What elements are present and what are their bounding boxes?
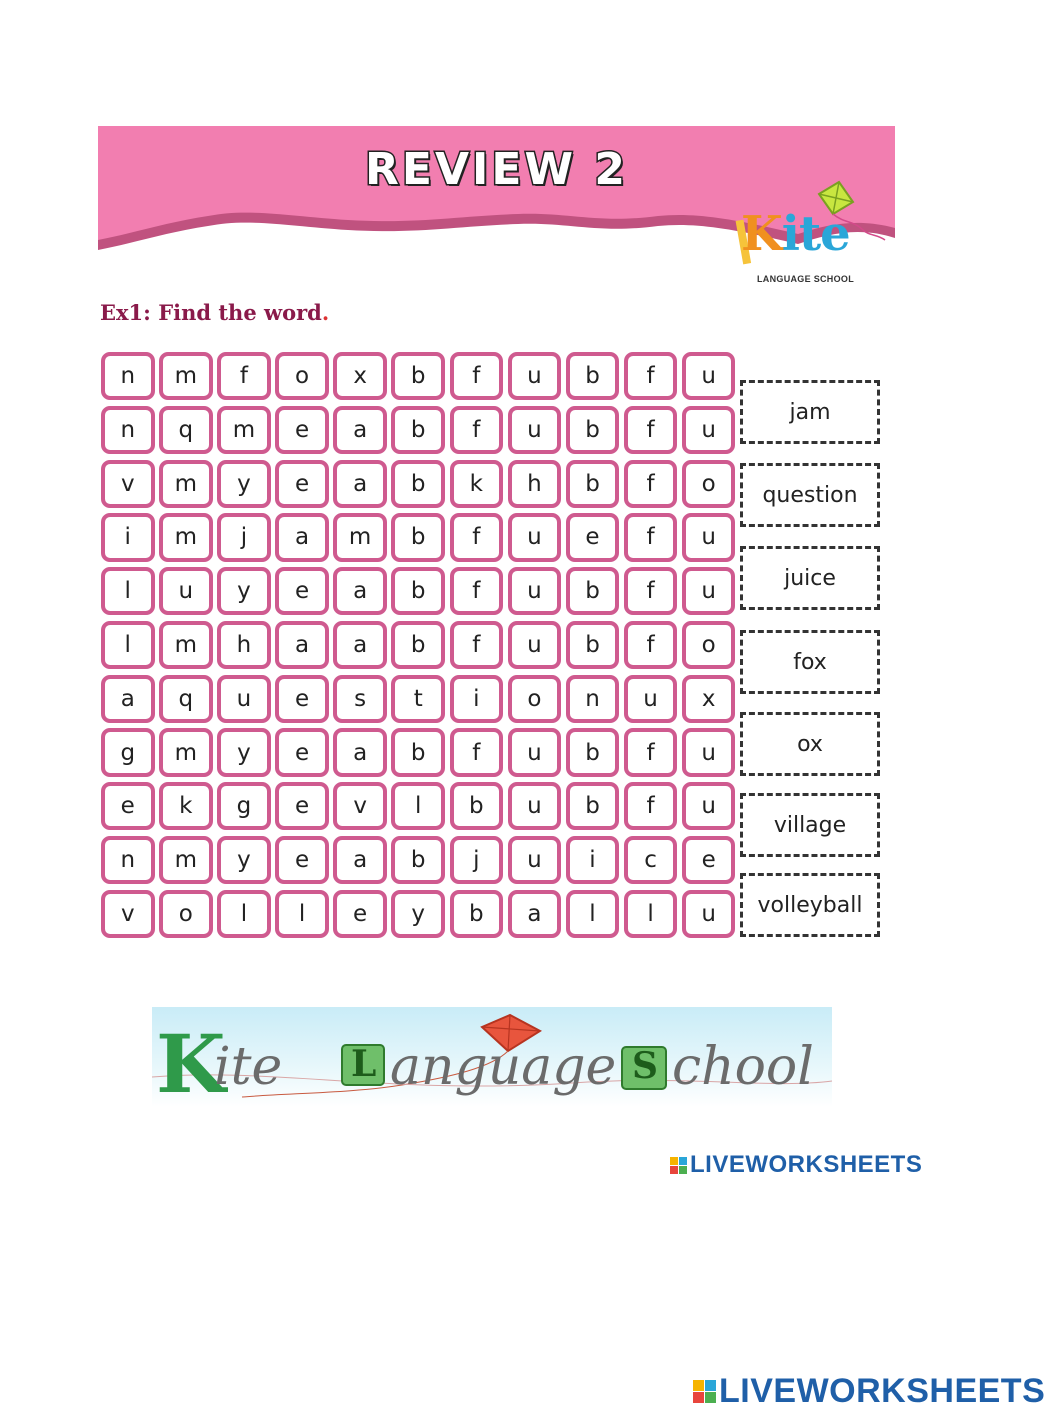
grid-cell[interactable]: u (508, 513, 562, 561)
grid-cell[interactable]: l (624, 890, 678, 938)
grid-cell[interactable]: l (391, 782, 445, 830)
grid-cell[interactable]: b (566, 567, 620, 615)
exercise-heading: Ex1: Find the word. (100, 300, 330, 325)
liveworksheets-icon (693, 1380, 716, 1403)
grid-cell[interactable]: y (217, 836, 271, 884)
banner-ite-text: ite (214, 1037, 283, 1097)
grid-cell[interactable]: b (566, 728, 620, 776)
word-box: question (740, 463, 880, 527)
grid-cell[interactable]: b (450, 890, 504, 938)
grid-cell[interactable]: j (450, 836, 504, 884)
grid-cell[interactable]: b (391, 836, 445, 884)
banner-chool-text: chool (672, 1037, 814, 1097)
logo-wordmark: Kite (741, 206, 850, 262)
grid-cell[interactable]: u (682, 890, 736, 938)
banner-anguage-text: anguage (390, 1037, 617, 1097)
grid-cell[interactable]: m (159, 460, 213, 508)
grid-cell[interactable]: f (450, 513, 504, 561)
grid-cell[interactable]: f (624, 621, 678, 669)
grid-cell[interactable]: b (391, 406, 445, 454)
grid-cell[interactable]: n (101, 352, 155, 400)
grid-cell[interactable]: o (275, 352, 329, 400)
grid-cell[interactable]: i (450, 675, 504, 723)
banner-k-letter: K (156, 1017, 226, 1111)
grid-cell[interactable]: u (682, 352, 736, 400)
grid-cell[interactable]: u (508, 567, 562, 615)
grid-cell[interactable]: b (566, 460, 620, 508)
grid-cell[interactable]: e (275, 782, 329, 830)
grid-cell[interactable]: f (624, 352, 678, 400)
grid-cell[interactable]: b (391, 728, 445, 776)
grid-cell[interactable]: u (682, 406, 736, 454)
grid-cell[interactable]: f (624, 513, 678, 561)
grid-cell[interactable]: b (566, 621, 620, 669)
grid-cell[interactable]: f (624, 406, 678, 454)
grid-cell[interactable]: a (333, 406, 387, 454)
grid-cell[interactable]: g (217, 782, 271, 830)
grid-cell[interactable]: c (624, 836, 678, 884)
word-box: volleyball (740, 873, 880, 937)
word-box: juice (740, 546, 880, 610)
word-box: fox (740, 630, 880, 694)
grid-cell[interactable]: j (217, 513, 271, 561)
grid-cell[interactable]: b (566, 406, 620, 454)
grid-cell[interactable]: b (391, 352, 445, 400)
grid-cell[interactable]: u (508, 352, 562, 400)
grid-cell[interactable]: b (391, 460, 445, 508)
grid-cell[interactable]: q (159, 406, 213, 454)
grid-cell[interactable]: f (624, 728, 678, 776)
grid-cell[interactable]: a (275, 513, 329, 561)
grid-cell[interactable]: e (275, 675, 329, 723)
grid-cell[interactable]: l (217, 890, 271, 938)
grid-cell[interactable]: f (450, 728, 504, 776)
grid-cell[interactable]: v (333, 782, 387, 830)
liveworksheets-icon (670, 1157, 687, 1174)
grid-cell[interactable]: f (450, 567, 504, 615)
grid-cell[interactable]: y (217, 728, 271, 776)
grid-cell[interactable]: f (217, 352, 271, 400)
grid-cell[interactable]: m (333, 513, 387, 561)
word-box: ox (740, 712, 880, 776)
grid-cell[interactable]: l (566, 890, 620, 938)
grid-cell[interactable]: f (450, 406, 504, 454)
grid-cell[interactable]: k (159, 782, 213, 830)
liveworksheets-footer-mark: LIVEWORKSHEETS (693, 1372, 1045, 1411)
word-box: village (740, 793, 880, 857)
grid-cell[interactable]: i (566, 836, 620, 884)
grid-cell[interactable]: l (275, 890, 329, 938)
grid-cell[interactable]: u (508, 406, 562, 454)
grid-cell[interactable]: v (101, 460, 155, 508)
grid-cell[interactable]: u (624, 675, 678, 723)
grid-cell[interactable]: e (275, 836, 329, 884)
grid-cell[interactable]: u (682, 567, 736, 615)
grid-cell[interactable]: v (101, 890, 155, 938)
grid-cell[interactable]: e (566, 513, 620, 561)
grid-cell[interactable]: o (682, 621, 736, 669)
grid-cell[interactable]: y (391, 890, 445, 938)
grid-cell[interactable]: o (508, 675, 562, 723)
grid-cell[interactable]: l (101, 567, 155, 615)
grid-cell[interactable]: o (682, 460, 736, 508)
logo-subtitle: LANGUAGE SCHOOL (757, 274, 855, 284)
grid-cell[interactable]: m (217, 406, 271, 454)
grid-cell[interactable]: q (159, 675, 213, 723)
word-search-grid (101, 352, 735, 938)
grid-cell[interactable]: u (682, 728, 736, 776)
grid-cell[interactable]: b (566, 782, 620, 830)
grid-cell[interactable]: n (101, 406, 155, 454)
grid-cell[interactable]: o (159, 890, 213, 938)
grid-cell[interactable]: f (624, 782, 678, 830)
grid-cell[interactable]: b (566, 352, 620, 400)
grid-cell[interactable]: e (333, 890, 387, 938)
grid-cell[interactable]: m (159, 836, 213, 884)
grid-cell[interactable]: l (101, 621, 155, 669)
grid-cell[interactable]: e (275, 406, 329, 454)
grid-cell[interactable]: u (682, 513, 736, 561)
grid-cell[interactable]: e (275, 728, 329, 776)
banner-l-block: L (351, 1043, 377, 1085)
grid-cell[interactable]: m (159, 352, 213, 400)
grid-cell[interactable]: a (101, 675, 155, 723)
grid-cell[interactable]: e (275, 460, 329, 508)
kite-school-logo (735, 180, 895, 290)
grid-cell[interactable]: u (508, 621, 562, 669)
grid-cell[interactable]: h (508, 460, 562, 508)
grid-cell[interactable]: n (566, 675, 620, 723)
grid-cell[interactable]: m (159, 621, 213, 669)
page-title: REVIEW 2 (365, 144, 628, 195)
grid-cell[interactable]: f (624, 460, 678, 508)
grid-cell[interactable]: b (450, 782, 504, 830)
grid-cell[interactable]: b (391, 567, 445, 615)
grid-cell[interactable]: a (333, 460, 387, 508)
grid-cell[interactable]: e (682, 836, 736, 884)
grid-cell[interactable]: a (333, 567, 387, 615)
grid-cell[interactable]: u (159, 567, 213, 615)
liveworksheets-watermark: LIVEWORKSHEETS (670, 1151, 922, 1179)
grid-cell[interactable]: e (101, 782, 155, 830)
grid-cell[interactable]: u (682, 782, 736, 830)
grid-cell[interactable]: a (333, 836, 387, 884)
grid-cell[interactable]: f (624, 567, 678, 615)
grid-cell[interactable]: a (333, 728, 387, 776)
grid-cell[interactable]: y (217, 460, 271, 508)
kite-language-school-banner (152, 1007, 832, 1111)
grid-cell[interactable]: e (275, 567, 329, 615)
grid-cell[interactable]: x (682, 675, 736, 723)
grid-cell[interactable]: k (450, 460, 504, 508)
grid-cell[interactable]: a (333, 621, 387, 669)
grid-cell[interactable]: b (391, 513, 445, 561)
grid-cell[interactable]: y (217, 567, 271, 615)
grid-cell[interactable]: s (333, 675, 387, 723)
grid-cell[interactable]: n (101, 836, 155, 884)
grid-cell[interactable]: f (450, 352, 504, 400)
banner-s-block: S (632, 1045, 658, 1087)
grid-cell[interactable]: m (159, 728, 213, 776)
grid-cell[interactable]: a (508, 890, 562, 938)
grid-cell[interactable]: m (159, 513, 213, 561)
grid-cell[interactable]: f (450, 621, 504, 669)
grid-cell[interactable]: g (101, 728, 155, 776)
grid-cell[interactable]: u (508, 782, 562, 830)
grid-cell[interactable]: h (217, 621, 271, 669)
grid-cell[interactable]: i (101, 513, 155, 561)
grid-cell[interactable]: x (333, 352, 387, 400)
grid-cell[interactable]: t (391, 675, 445, 723)
grid-cell[interactable]: b (391, 621, 445, 669)
word-box: jam (740, 380, 880, 444)
grid-cell[interactable]: a (275, 621, 329, 669)
grid-cell[interactable]: u (217, 675, 271, 723)
grid-cell[interactable]: u (508, 728, 562, 776)
grid-cell[interactable]: u (508, 836, 562, 884)
